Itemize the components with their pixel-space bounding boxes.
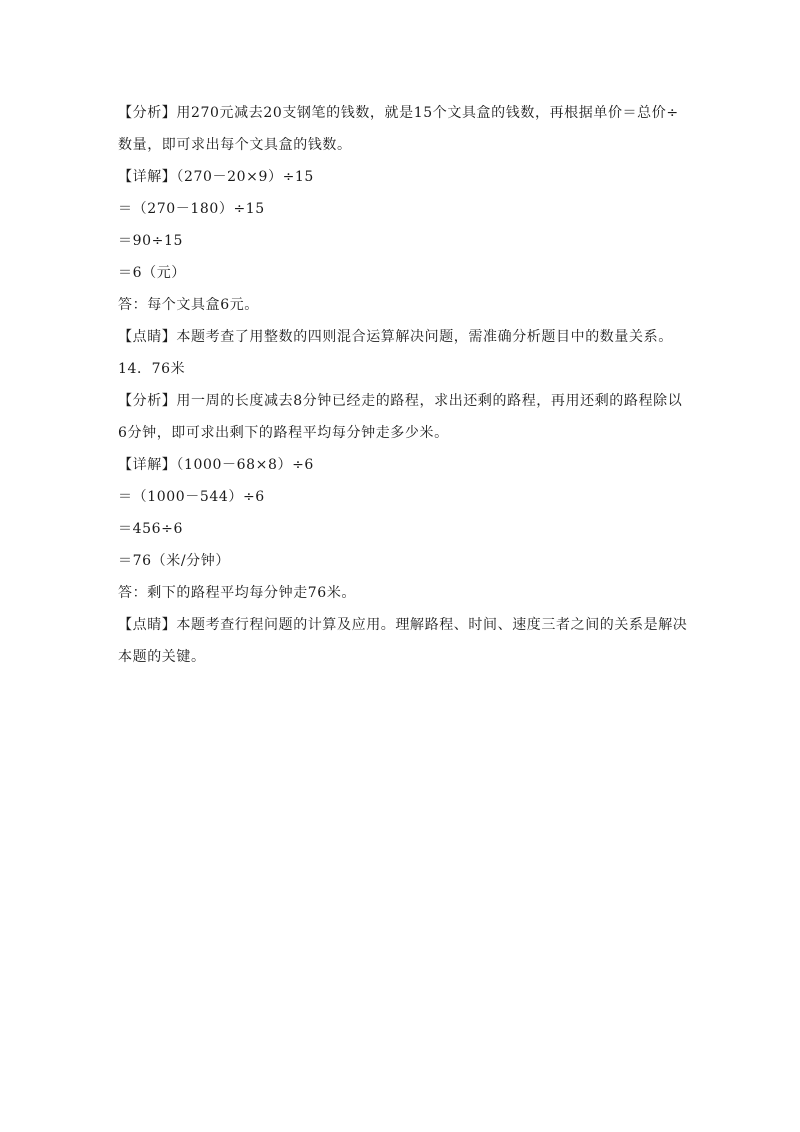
- solution-line-4: ＝76（米/分钟）: [118, 553, 230, 569]
- solution-line-4: ＝6（元）: [118, 265, 186, 281]
- comment-line-2: 本题的关键。: [118, 649, 206, 665]
- solution-line-2: ＝（270－180）÷15: [118, 201, 265, 217]
- comment-line-1: 【点睛】本题考查行程问题的计算及应用。理解路程、时间、速度三者之间的关系是解决: [118, 617, 688, 633]
- document-body: [118, 97, 688, 673]
- analysis-line-1: 【分析】用270元减去20支钢笔的钱数，就是15个文具盒的钱数，再根据单价＝总价÷: [118, 105, 679, 121]
- question-answer-line: 14．76米: [118, 361, 186, 377]
- analysis-line-2: 数量，即可求出每个文具盒的钱数。: [118, 137, 352, 153]
- answer-line: 答：剩下的路程平均每分钟走76米。: [118, 585, 357, 601]
- comment-line: 【点睛】本题考查了用整数的四则混合运算解决问题，需准确分析题目中的数量关系。: [118, 329, 673, 345]
- analysis-line-1: 【分析】用一周的长度减去8分钟已经走的路程，求出还剩的路程，再用还剩的路程除以: [118, 393, 683, 409]
- solution-line-3: ＝456÷6: [118, 521, 183, 537]
- solution-line-1: 【详解】（270－20×9）÷15: [118, 169, 314, 185]
- solution-line-2: ＝（1000－544）÷6: [118, 489, 265, 505]
- analysis-line-2: 6分钟，即可求出剩下的路程平均每分钟走多少米。: [118, 425, 449, 441]
- answer-line: 答：每个文具盒6元。: [118, 297, 259, 313]
- solution-line-1: 【详解】（1000－68×8）÷6: [118, 457, 314, 473]
- solution-line-3: ＝90÷15: [118, 233, 183, 249]
